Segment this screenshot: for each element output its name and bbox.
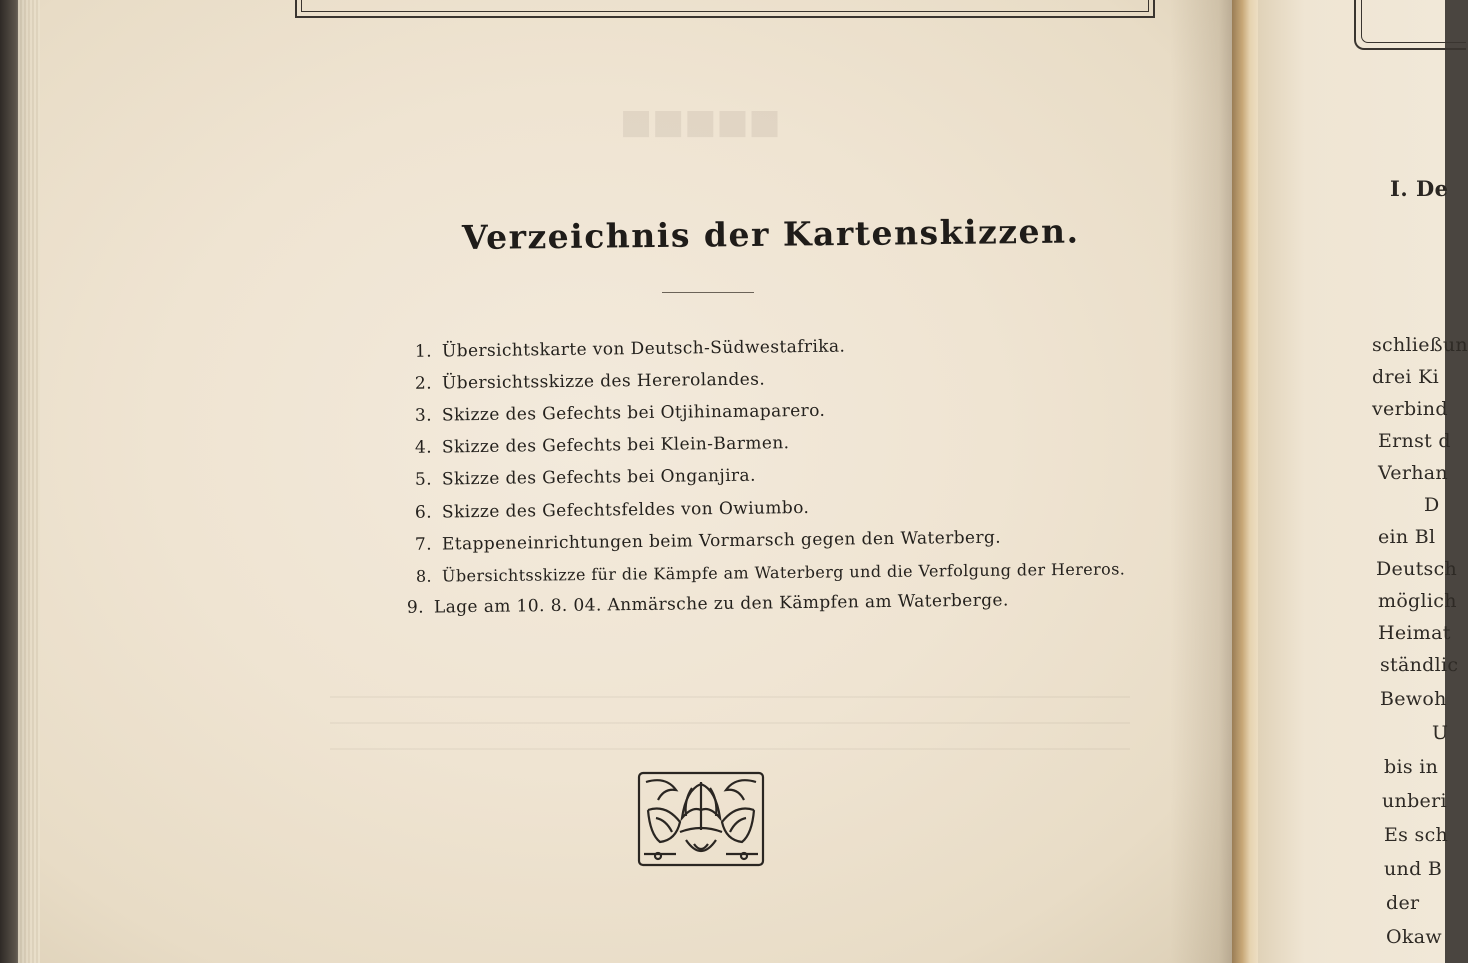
item-text: Skizze des Gefechtsfeldes von Owiumbo. bbox=[441, 497, 810, 523]
right-page bbox=[1258, 0, 1468, 963]
bleed-through-heading: ■■■■■ bbox=[620, 102, 781, 142]
title-divider bbox=[662, 292, 754, 293]
right-page-line: Es sch bbox=[1384, 824, 1449, 846]
right-page-frame bbox=[1354, 0, 1466, 50]
right-page-line: der bbox=[1386, 892, 1420, 914]
right-page-line: unberi bbox=[1382, 790, 1447, 812]
right-page-line: und B bbox=[1384, 858, 1443, 880]
item-text: Etappeneinrichtungen beim Vormarsch gegen den Waterberg. bbox=[441, 527, 1002, 555]
right-page-line: ein Bl bbox=[1378, 526, 1436, 548]
item-number: 5. bbox=[414, 469, 433, 490]
item-number: 1. bbox=[414, 341, 433, 362]
right-page-line: Okaw bbox=[1386, 926, 1442, 948]
item-number: 9. bbox=[406, 597, 425, 618]
item-number: 3. bbox=[414, 405, 433, 426]
item-number: 4. bbox=[414, 437, 433, 458]
right-page-line: verbind bbox=[1372, 398, 1448, 420]
right-page-line: Heimat bbox=[1378, 622, 1451, 644]
item-text: Übersichtsskizze des Hererolandes. bbox=[441, 369, 766, 394]
item-number: 6. bbox=[414, 502, 433, 523]
right-page-line: Deutsch bbox=[1376, 558, 1458, 580]
right-page-line: möglich bbox=[1378, 590, 1457, 612]
item-text: Skizze des Gefechts bei Otjihinamaparero. bbox=[441, 400, 826, 426]
top-border-frame bbox=[295, 0, 1155, 18]
right-page-line: ständlic bbox=[1380, 654, 1459, 676]
item-text: Übersichtsskizze für die Kämpfe am Waterberg und die Verfolgung der Hereros. bbox=[441, 559, 1126, 586]
right-page-line: D bbox=[1424, 494, 1440, 516]
right-page-line: Verhan bbox=[1378, 462, 1448, 484]
right-page-line: Ernst d bbox=[1378, 430, 1451, 452]
item-number: 7. bbox=[414, 534, 433, 555]
right-page-line: drei Ki bbox=[1372, 366, 1439, 388]
item-number: 2. bbox=[414, 373, 433, 394]
item-text: Übersichtskarte von Deutsch-Südwestafrika. bbox=[441, 336, 846, 362]
item-number: 8. bbox=[415, 566, 433, 586]
right-page-line: schließun bbox=[1372, 334, 1468, 356]
item-text: Skizze des Gefechts bei Onganjira. bbox=[441, 465, 756, 490]
page-title: Verzeichnis der Kartenskizzen. bbox=[461, 211, 1080, 257]
art-nouveau-ornament-icon bbox=[636, 770, 766, 868]
right-page-line: Bewoh bbox=[1380, 688, 1447, 710]
right-page-line: bis in bbox=[1384, 756, 1439, 778]
item-text: Lage am 10. 8. 04. Anmärsche zu den Kämpfen am Waterberge. bbox=[433, 590, 1009, 618]
right-page-line: U bbox=[1432, 722, 1449, 744]
right-page-heading: I. De bbox=[1390, 176, 1449, 201]
item-text: Skizze des Gefechts bei Klein-Barmen. bbox=[441, 433, 790, 458]
bleed-through-text bbox=[330, 690, 1130, 750]
